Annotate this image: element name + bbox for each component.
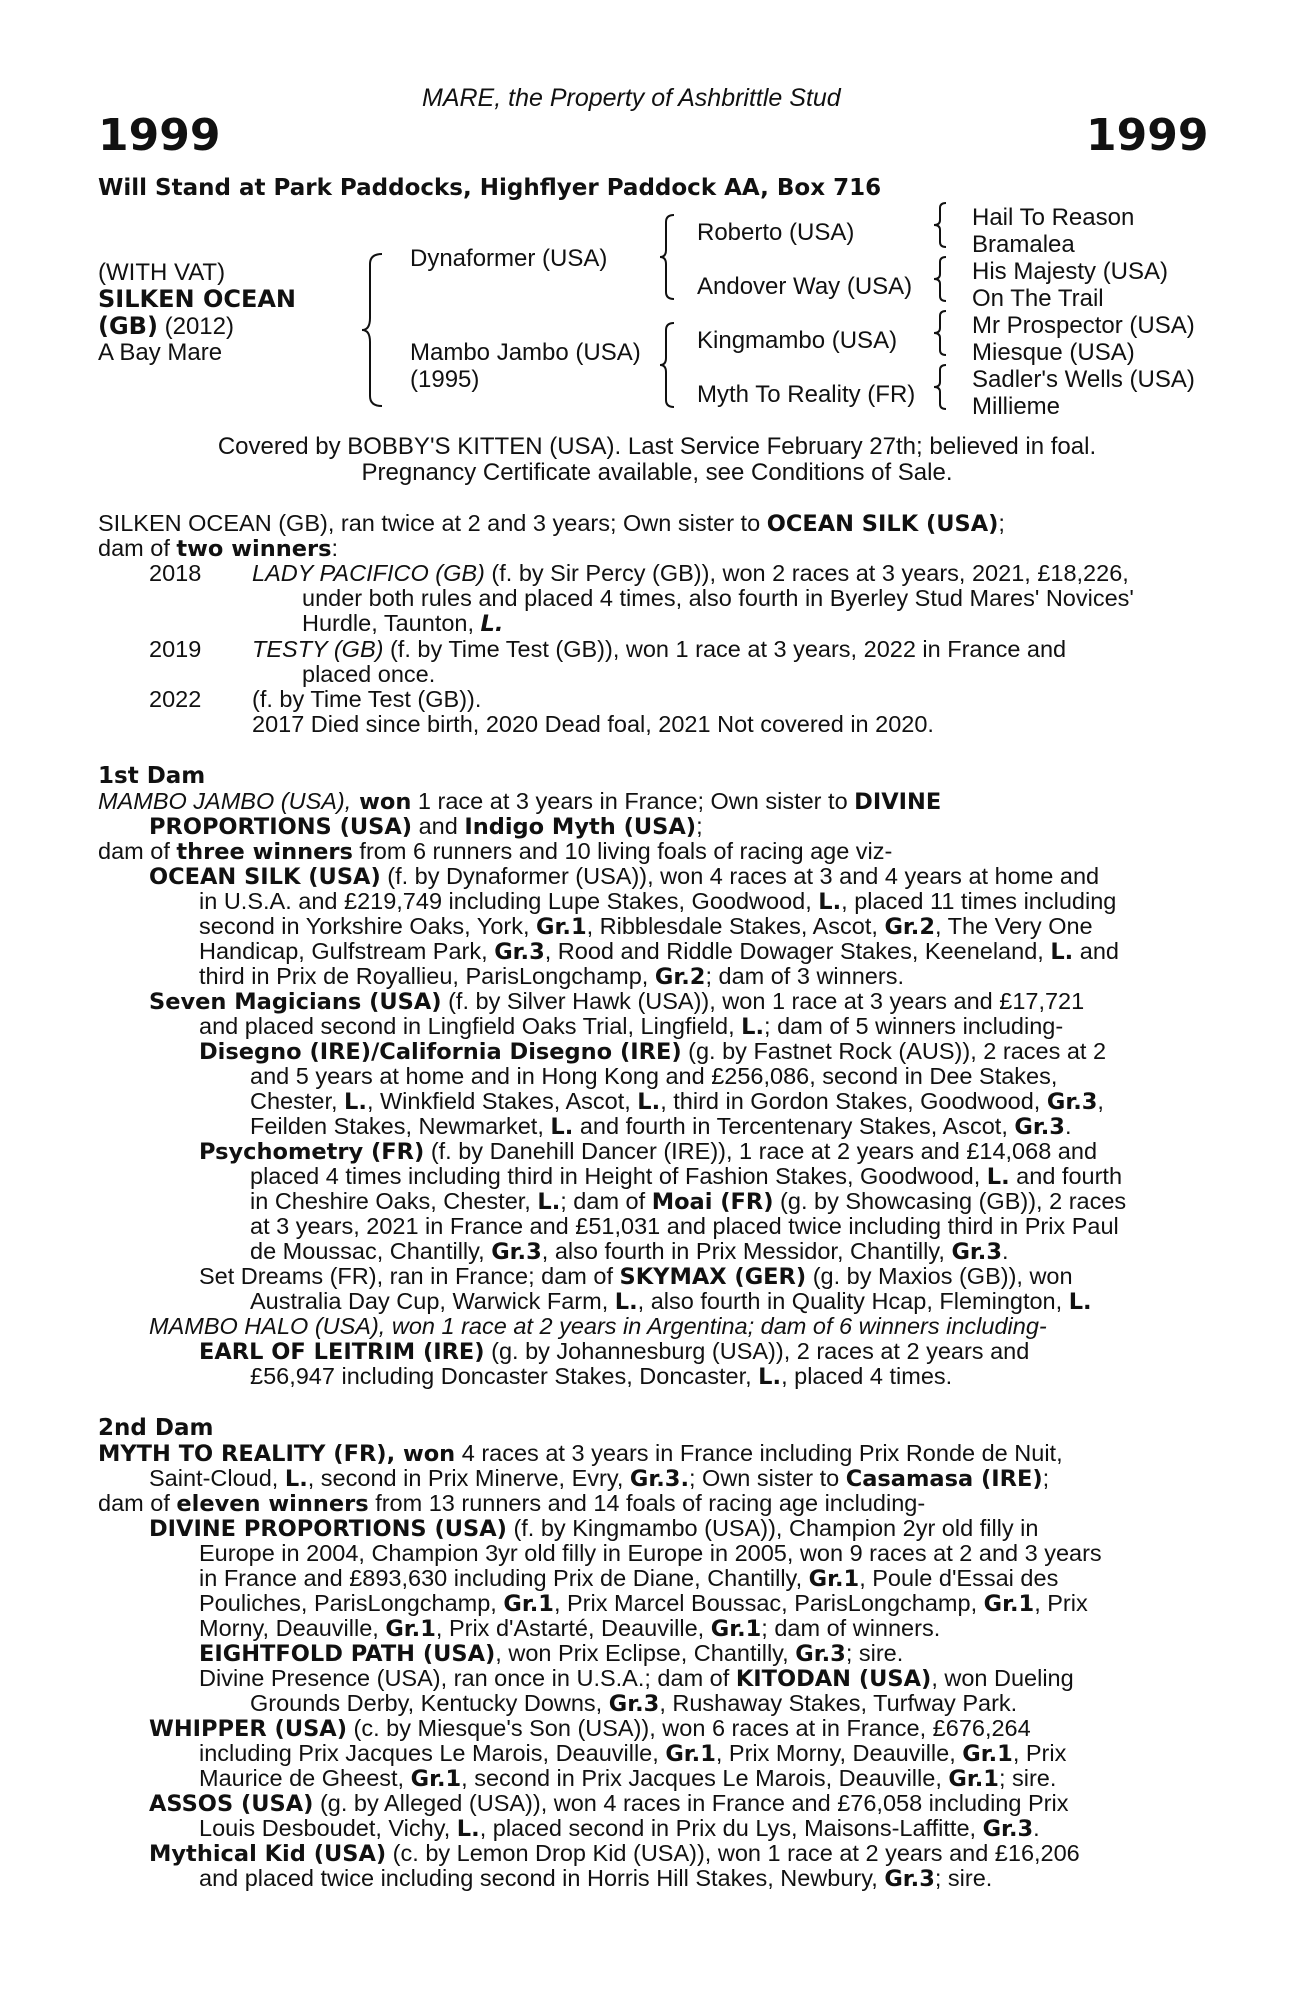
- psychometry-line3: [250, 1188, 1126, 1215]
- divine-proportions-line1: [149, 1515, 1038, 1542]
- second-dam-heading: 2nd Dam: [98, 1415, 214, 1441]
- ocean-silk-line5: [199, 963, 904, 990]
- text-run: L.: [550, 1114, 574, 1140]
- text-run: ; dam of winners.: [761, 1615, 941, 1641]
- text-run: , placed 4 times.: [781, 1363, 953, 1389]
- text-run: third in Prix de Royallieu, ParisLongchamp,: [199, 963, 655, 989]
- assos-line2: [199, 1815, 1040, 1842]
- divine-proportions-line2: Europe in 2004, Champion 3yr old filly in Europe in 2005, won 9 races at 2 and 3 years: [199, 1540, 1102, 1566]
- text-run: Gr.1: [948, 1766, 999, 1792]
- text-run: L.: [637, 1089, 661, 1115]
- pedigree-gen3-2: Bramalea: [972, 231, 1075, 258]
- produce-2022-line1: (f. by Time Test (GB)).: [252, 686, 482, 712]
- covered-line: Covered by BOBBY'S KITTEN (USA). Last Service February 27th; believed in foal.: [217, 433, 1097, 460]
- text-run: Gr.3: [982, 1816, 1034, 1842]
- text-run: and placed twice including second in Horris Hill Stakes, Newbury,: [199, 1865, 885, 1891]
- text-run: , placed second in Prix du Lys, Maisons-Laffitte,: [479, 1815, 983, 1841]
- text-run: eleven winners: [176, 1491, 369, 1517]
- ocean-silk-line3: [199, 913, 1093, 940]
- text-run: LADY PACIFICO (GB): [252, 560, 485, 586]
- pedigree-gen3-6: Miesque (USA): [972, 339, 1135, 366]
- text-run: ; dam of 5 winners including-: [764, 1013, 1064, 1039]
- text-run: dam of: [98, 1490, 177, 1516]
- text-run: DIVINE PROPORTIONS (USA): [149, 1516, 507, 1542]
- pedigree-gen3-7: Sadler's Wells (USA): [972, 366, 1195, 393]
- text-run: second in Yorkshire Oaks, York,: [199, 913, 537, 939]
- text-run: Gr.1: [710, 1616, 762, 1642]
- whipper-line2: [199, 1740, 1066, 1767]
- text-run: ASSOS (USA): [149, 1791, 314, 1817]
- disegno-line1: [199, 1038, 1106, 1065]
- assos-line1: [149, 1790, 1068, 1817]
- text-run: and: [1073, 938, 1119, 964]
- ocean-silk-line1: [149, 863, 1099, 890]
- text-run: from 6 runners and 10 living foals of racing age viz-: [352, 838, 893, 864]
- text-run: , Winkfield Stakes, Ascot,: [366, 1088, 638, 1114]
- eightfold-path-line: [199, 1640, 903, 1667]
- horse-description: A Bay Mare: [98, 339, 223, 366]
- pedigree-brace-sire: [658, 212, 678, 302]
- horse-name: SILKEN OCEAN: [98, 285, 297, 313]
- horse-country: (GB): [98, 312, 158, 340]
- divine-proportions-line5: [199, 1615, 940, 1642]
- text-run: OCEAN SILK (USA): [766, 511, 999, 537]
- vat-note: (WITH VAT): [98, 259, 226, 286]
- second-dam-line1: [98, 1440, 1063, 1467]
- text-run: Mythical Kid (USA): [149, 1841, 387, 1867]
- psychometry-line1: [199, 1138, 1097, 1165]
- text-run: (f. by Time Test (GB)), won 1 race at 3 years, 2022 in France and: [383, 636, 1067, 662]
- text-run: won: [351, 789, 412, 815]
- produce-year-2018: 2018: [149, 560, 202, 586]
- mambo-halo-line: MAMBO HALO (USA), won 1 race at 2 years in Argentina; dam of 6 winners including-: [149, 1313, 1047, 1339]
- text-run: L.: [456, 1816, 480, 1842]
- text-run: Gr.3: [1046, 1089, 1098, 1115]
- text-run: ; Own sister to: [689, 1465, 846, 1491]
- text-run: L.: [284, 1466, 308, 1492]
- text-run: MAMBO JAMBO (USA),: [98, 788, 352, 814]
- earl-of-leitrim-line2: [250, 1363, 952, 1390]
- ocean-silk-line4: [199, 938, 1119, 965]
- first-dam-line1: [98, 788, 941, 815]
- text-run: (f. by Danehill Dancer (IRE)), 1 race at 2 years and £14,068 and: [424, 1138, 1098, 1164]
- text-run: ;: [696, 813, 703, 839]
- text-run: in France and £893,630 including Prix de Diane, Chantilly,: [199, 1565, 809, 1591]
- text-run: Saint-Cloud,: [149, 1465, 285, 1491]
- produce-2018-line1: [252, 560, 1129, 587]
- text-run: Morny, Deauville,: [199, 1615, 386, 1641]
- text-run: 1 race at 3 years in France; Own sister to: [411, 788, 855, 814]
- text-run: placed 4 times including third in Height of Fashion Stakes, Goodwood,: [250, 1163, 987, 1189]
- produce-winners: [98, 535, 338, 562]
- text-run: .: [1064, 1113, 1072, 1139]
- whipper-line3: [199, 1765, 1056, 1792]
- text-run: Gr.3: [1014, 1114, 1065, 1140]
- text-run: , third in Gordon Stakes, Goodwood,: [660, 1088, 1047, 1114]
- text-run: Chester,: [250, 1088, 345, 1114]
- earl-of-leitrim-line1: [199, 1338, 1029, 1365]
- pedigree-brace-sd: [932, 254, 950, 304]
- text-run: , second in Prix Minerve, Evry,: [307, 1465, 630, 1491]
- text-run: (g. by Alleged (USA)), won 4 races in France and £76,058 including Prix: [313, 1790, 1069, 1816]
- pedigree-brace-main: [360, 250, 390, 410]
- text-run: in U.S.A. and £219,749 including Lupe Stakes, Goodwood,: [199, 888, 819, 914]
- text-run: , placed 11 times including: [841, 888, 1117, 914]
- pedigree-sire-sire: Roberto (USA): [697, 219, 855, 246]
- produce-2019-line1: [252, 636, 1066, 663]
- text-run: L.: [986, 1164, 1010, 1190]
- psychometry-line2: [250, 1163, 1122, 1190]
- text-run: :: [331, 535, 339, 561]
- psychometry-line5: [250, 1238, 1009, 1265]
- text-run: .: [1033, 1815, 1040, 1841]
- text-run: Gr.1: [503, 1591, 554, 1617]
- text-run: (g. by Fastnet Rock (AUS)), 2 races at 2: [681, 1038, 1107, 1064]
- disegno-line3: [250, 1088, 1104, 1115]
- text-run: Psychometry (FR): [199, 1139, 425, 1165]
- text-run: TESTY (GB): [252, 636, 384, 662]
- text-run: Gr.3: [795, 1641, 846, 1667]
- text-run: Gr.1: [962, 1741, 1013, 1767]
- horse-origin-year: [98, 312, 234, 341]
- text-run: and: [412, 813, 465, 839]
- text-run: in Cheshire Oaks, Chester,: [250, 1188, 538, 1214]
- text-run: , second in Prix Jacques Le Marois, Deauville,: [461, 1765, 949, 1791]
- disegno-line2: and 5 years at home and in Hong Kong and £256,086, second in Dee Stakes,: [250, 1063, 1058, 1089]
- text-run: Disegno (IRE)/California Disegno (IRE): [199, 1039, 682, 1065]
- text-run: Maurice de Gheest,: [199, 1765, 411, 1791]
- pedigree-brace-ds: [932, 308, 950, 358]
- text-run: and fourth: [1009, 1163, 1123, 1189]
- text-run: , The Very One: [935, 913, 1093, 939]
- text-run: , Poule d'Essai des: [859, 1565, 1059, 1591]
- text-run: Set Dreams (FR), ran in France; dam of: [199, 1263, 620, 1289]
- text-run: including Prix Jacques Le Marois, Deauville,: [199, 1740, 666, 1766]
- mythical-kid-line1: [149, 1840, 1080, 1867]
- text-run: Gr.3: [494, 939, 545, 965]
- text-run: (f. by Dynaformer (USA)), won 4 races at 3 and 4 years at home and: [380, 863, 1100, 889]
- text-run: Pouliches, ParisLongchamp,: [199, 1590, 504, 1616]
- first-dam-line2: [149, 813, 703, 840]
- text-run: EARL OF LEITRIM (IRE): [199, 1339, 485, 1365]
- text-run: Feilden Stakes, Newmarket,: [250, 1113, 551, 1139]
- text-run: , Rushaway Stakes, Turfway Park.: [659, 1690, 1018, 1716]
- produce-summary: [98, 510, 1005, 537]
- text-run: ;: [1042, 1465, 1050, 1491]
- text-run: Seven Magicians (USA): [149, 989, 442, 1015]
- text-run: 4 races at 3 years in France including Prix Ronde de Nuit,: [455, 1440, 1063, 1466]
- pedigree-dam: Mambo Jambo (USA): [410, 339, 641, 366]
- text-run: EIGHTFOLD PATH (USA): [199, 1641, 496, 1667]
- text-run: Indigo Myth (USA): [464, 814, 697, 840]
- text-run: OCEAN SILK (USA): [149, 864, 381, 890]
- text-run: , Prix: [1012, 1740, 1067, 1766]
- mythical-kid-line2: [199, 1865, 992, 1892]
- text-run: £56,947 including Doncaster Stakes, Doncaster,: [250, 1363, 759, 1389]
- text-run: Gr.3: [491, 1239, 542, 1265]
- text-run: dam of: [98, 838, 177, 864]
- text-run: Moai (FR): [651, 1189, 774, 1215]
- divine-presence-line2: [250, 1690, 1017, 1717]
- text-run: Gr.1: [665, 1741, 716, 1767]
- text-run: ; sire.: [934, 1865, 993, 1891]
- text-run: L.: [614, 1289, 638, 1315]
- text-run: Gr.1: [385, 1616, 436, 1642]
- pedigree-dam-sire: Kingmambo (USA): [697, 327, 898, 354]
- text-run: , also fourth in Prix Messidor, Chantilly,: [541, 1238, 952, 1264]
- text-run: (c. by Lemon Drop Kid (USA)), won 1 race at 2 years and £16,206: [386, 1840, 1080, 1866]
- text-run: Gr.1: [536, 914, 587, 940]
- text-run: ; dam of: [560, 1188, 652, 1214]
- text-run: (f. by Sir Percy (GB)), won 2 races at 3 years, 2021, £18,226,: [484, 560, 1129, 586]
- text-run: , Rood and Riddle Dowager Stakes, Keeneland,: [544, 938, 1051, 964]
- pedigree-gen3-5: Mr Prospector (USA): [972, 312, 1195, 339]
- text-run: ; dam of 3 winners.: [705, 963, 904, 989]
- text-run: (g. by Johannesburg (USA)), 2 races at 2 years and: [484, 1338, 1030, 1364]
- text-run: , also fourth in Quality Hcap, Flemington,: [637, 1288, 1069, 1314]
- set-dreams-line1: [199, 1263, 1073, 1290]
- produce-other-years: 2017 Died since birth, 2020 Dead foal, 2021 Not covered in 2020.: [252, 711, 934, 737]
- divine-proportions-line4: [199, 1590, 1088, 1617]
- text-run: L.: [537, 1189, 561, 1215]
- lot-number-right: 1999: [1086, 110, 1209, 161]
- text-run: , won Prix Eclipse, Chantilly,: [495, 1640, 796, 1666]
- text-run: Gr.2: [654, 964, 706, 990]
- text-run: dam of: [98, 535, 177, 561]
- text-run: and fourth in Tercentenary Stakes, Ascot,: [573, 1113, 1015, 1139]
- seven-magicians-line1: [149, 988, 1084, 1015]
- text-run: two winners: [176, 536, 332, 562]
- first-dam-line3: [98, 838, 892, 865]
- stand-location: Will Stand at Park Paddocks, Highflyer Paddock AA, Box 716: [98, 175, 882, 201]
- text-run: KITODAN (USA): [735, 1666, 932, 1692]
- pedigree-gen3-4: On The Trail: [972, 285, 1104, 312]
- text-run: Gr.3.: [629, 1466, 689, 1492]
- text-run: Gr.3: [951, 1239, 1002, 1265]
- text-run: L.: [344, 1089, 367, 1115]
- divine-presence-line1: [199, 1665, 1074, 1692]
- divine-proportions-line3: [199, 1565, 1058, 1592]
- text-run: PROPORTIONS (USA): [149, 814, 413, 840]
- text-run: L.: [741, 1014, 765, 1040]
- text-run: ; sire.: [845, 1640, 904, 1666]
- text-run: three winners: [176, 839, 353, 865]
- text-run: ,: [1097, 1088, 1104, 1114]
- text-run: (f. by Kingmambo (USA)), Champion 2yr old filly in: [506, 1515, 1039, 1541]
- text-run: Gr.3: [884, 1866, 935, 1892]
- text-run: , Prix Marcel Boussac, ParisLongchamp,: [553, 1590, 984, 1616]
- text-run: .: [1002, 1238, 1009, 1264]
- text-run: Gr.1: [410, 1766, 462, 1792]
- pedigree-sire-dam: Andover Way (USA): [697, 273, 913, 300]
- text-run: , Prix Morny, Deauville,: [715, 1740, 963, 1766]
- text-run: and placed second in Lingfield Oaks Trial, Lingfield,: [199, 1013, 742, 1039]
- text-run: , Prix d'Astarté, Deauville,: [435, 1615, 711, 1641]
- first-dam-heading: 1st Dam: [98, 763, 206, 789]
- psychometry-line4: at 3 years, 2021 in France and £51,031 and placed twice including third in Prix Paul: [250, 1213, 1119, 1239]
- text-run: Gr.3: [608, 1691, 660, 1717]
- text-run: L.: [480, 611, 504, 637]
- text-run: de Moussac, Chantilly,: [250, 1238, 492, 1264]
- text-run: Hurdle, Taunton,: [302, 610, 481, 636]
- text-run: Australia Day Cup, Warwick Farm,: [250, 1288, 615, 1314]
- produce-year-2022: 2022: [149, 686, 202, 712]
- produce-2019-line2: placed once.: [302, 661, 436, 687]
- text-run: DIVINE: [854, 789, 942, 815]
- text-run: Gr.1: [808, 1566, 860, 1592]
- pregnancy-line: Pregnancy Certificate available, see Conditions of Sale.: [361, 459, 953, 486]
- produce-year-2019: 2019: [149, 636, 202, 662]
- pedigree-brace-dd: [932, 362, 950, 412]
- text-run: Gr.1: [983, 1591, 1035, 1617]
- text-run: L.: [818, 889, 842, 915]
- pedigree-brace-ss: [932, 200, 950, 250]
- text-run: Louis Desboudet, Vichy,: [199, 1815, 457, 1841]
- text-run: (f. by Silver Hawk (USA)), won 1 race at 3 years and £17,721: [441, 988, 1085, 1014]
- text-run: L.: [1050, 939, 1074, 965]
- text-run: WHIPPER (USA): [149, 1716, 347, 1742]
- pedigree-dam-year: (1995): [410, 366, 480, 393]
- text-run: ; sire.: [998, 1765, 1057, 1791]
- text-run: Casamasa (IRE): [845, 1466, 1043, 1492]
- text-run: (g. by Maxios (GB)), won: [806, 1263, 1073, 1289]
- text-run: Grounds Derby, Kentucky Downs,: [250, 1690, 609, 1716]
- pedigree-gen3-1: Hail To Reason: [972, 204, 1135, 231]
- set-dreams-line2: [250, 1288, 1092, 1315]
- text-run: , won: [386, 1441, 456, 1467]
- text-run: L.: [1068, 1289, 1092, 1315]
- pedigree-dam-dam: Myth To Reality (FR): [697, 381, 916, 408]
- owner-line: MARE, the Property of Ashbrittle Stud: [422, 84, 841, 112]
- text-run: , Ribblesdale Stakes, Ascot,: [586, 913, 885, 939]
- pedigree-gen3-8: Millieme: [972, 393, 1061, 420]
- text-run: (c. by Miesque's Son (USA)), won 6 races at in France, £676,264: [347, 1715, 1031, 1741]
- horse-foaled-year: (2012): [157, 313, 234, 340]
- whipper-line1: [149, 1715, 1031, 1742]
- text-run: SILKEN OCEAN (GB), ran twice at 2 and 3 years; Own sister to: [98, 510, 767, 536]
- second-dam-line2: [149, 1465, 1049, 1492]
- text-run: ;: [998, 510, 1005, 536]
- text-run: , Prix: [1034, 1590, 1088, 1616]
- pedigree-gen3-3: His Majesty (USA): [972, 258, 1169, 285]
- text-run: (g. by Showcasing (GB)), 2 races: [773, 1188, 1127, 1214]
- text-run: Gr.2: [884, 914, 935, 940]
- pedigree-sire: Dynaformer (USA): [410, 245, 608, 272]
- ocean-silk-line2: [199, 888, 1116, 915]
- pedigree-brace-dam: [658, 320, 678, 410]
- text-run: from 13 runners and 14 foals of racing age including-: [368, 1490, 926, 1516]
- text-run: MYTH TO REALITY (FR): [98, 1441, 387, 1467]
- seven-magicians-line2: [199, 1013, 1063, 1040]
- disegno-line4: [250, 1113, 1072, 1140]
- text-run: L.: [758, 1364, 782, 1390]
- text-run: Divine Presence (USA), ran once in U.S.A.; dam of: [199, 1665, 736, 1691]
- produce-2018-line3: [302, 610, 503, 637]
- text-run: Handicap, Gulfstream Park,: [199, 938, 495, 964]
- lot-number-left: 1999: [98, 110, 221, 161]
- second-dam-line3: [98, 1490, 925, 1517]
- text-run: , won Dueling: [931, 1665, 1074, 1691]
- produce-2018-line2: under both rules and placed 4 times, also fourth in Byerley Stud Mares' Novices': [302, 585, 1134, 611]
- text-run: SKYMAX (GER): [619, 1264, 807, 1290]
